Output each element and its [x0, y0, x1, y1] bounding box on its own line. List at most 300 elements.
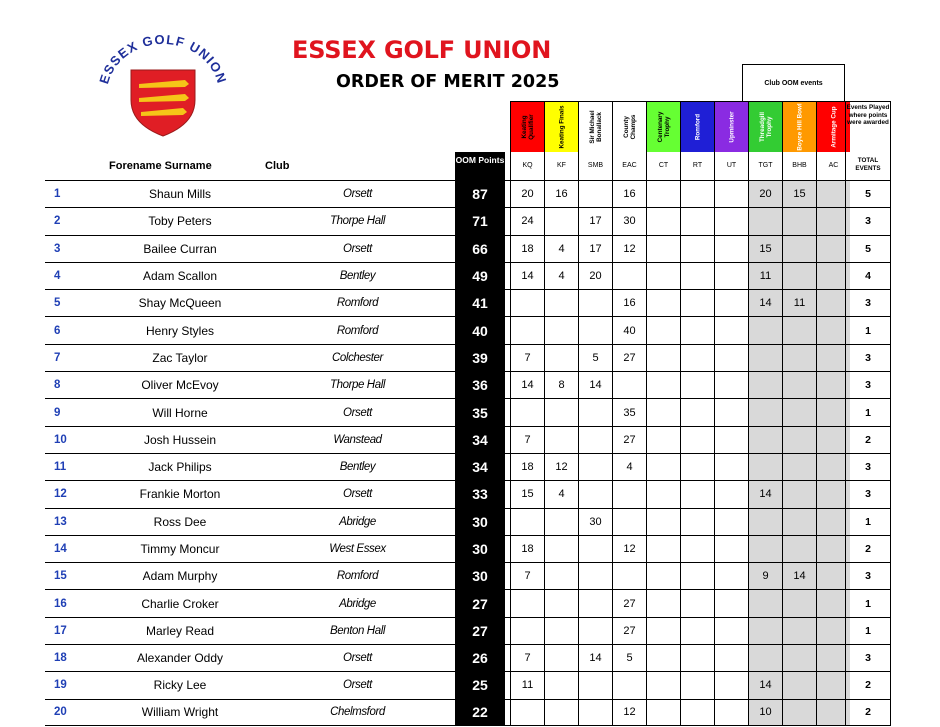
- score-kq: 18: [510, 236, 544, 262]
- score-smb: 20: [578, 263, 612, 289]
- rank-number: 6: [54, 324, 61, 337]
- score-rt: [680, 481, 714, 507]
- rank-number: 4: [54, 270, 61, 283]
- score-kf: 4: [544, 236, 578, 262]
- score-bhb: [782, 618, 816, 644]
- score-ct: [646, 208, 680, 234]
- player-name: Charlie Croker: [141, 596, 219, 611]
- rank-number: 13: [54, 515, 67, 528]
- score-kq: [510, 399, 544, 425]
- score-rt: [680, 509, 714, 535]
- score-bhb: [782, 509, 816, 535]
- score-kf: [544, 645, 578, 671]
- event-code-kq: KQ: [510, 152, 544, 180]
- score-kq: 18: [510, 454, 544, 480]
- table-row: [45, 398, 891, 425]
- player-name: Adam Scallon: [142, 269, 218, 284]
- score-tgt: [748, 399, 782, 425]
- event-code-rt: RT: [680, 152, 714, 180]
- total-events: 2: [845, 672, 891, 698]
- score-smb: [578, 427, 612, 453]
- score-tgt: [748, 618, 782, 644]
- total-events: 3: [845, 454, 891, 480]
- score-eac: 40: [612, 317, 646, 343]
- player-club: Romford: [336, 297, 379, 310]
- total-events: 1: [845, 618, 891, 644]
- player-name: Alexander Oddy: [136, 651, 224, 666]
- table-row: [45, 289, 891, 316]
- table-row: [45, 180, 891, 207]
- total-events: 3: [845, 290, 891, 316]
- event-name: Threadgill Trophy: [758, 111, 773, 143]
- player-club: Thorpe Hall: [329, 215, 386, 228]
- score-ct: [646, 236, 680, 262]
- oom-points: 35: [455, 399, 505, 425]
- rank-number: 1: [54, 188, 61, 201]
- event-header-eac: [612, 101, 646, 152]
- score-kq: 24: [510, 208, 544, 234]
- event-name: Centenary Trophy: [656, 111, 671, 143]
- event-name: Armitage Cup: [830, 106, 837, 148]
- score-kq: 18: [510, 536, 544, 562]
- page-title: ESSEX GOLF UNION: [292, 36, 552, 64]
- total-events: 3: [845, 372, 891, 398]
- event-header-kf: [544, 101, 578, 152]
- score-eac: 5: [612, 645, 646, 671]
- score-smb: [578, 290, 612, 316]
- score-ut: [714, 672, 748, 698]
- player-club: Orsett: [343, 679, 372, 692]
- total-events: 3: [845, 481, 891, 507]
- score-kf: [544, 563, 578, 589]
- score-kf: 4: [544, 263, 578, 289]
- score-bhb: [782, 399, 816, 425]
- oom-points: 36: [455, 372, 505, 398]
- total-events: 1: [845, 590, 891, 616]
- player-name: Josh Hussein: [143, 432, 217, 447]
- score-kf: 12: [544, 454, 578, 480]
- score-kf: [544, 208, 578, 234]
- score-rt: [680, 317, 714, 343]
- score-ct: [646, 509, 680, 535]
- rank-number: 18: [54, 652, 67, 665]
- event-header-ct: [646, 101, 680, 152]
- score-eac: [612, 481, 646, 507]
- table-row: [45, 617, 891, 644]
- score-ut: [714, 208, 748, 234]
- score-rt: [680, 672, 714, 698]
- score-bhb: 11: [782, 290, 816, 316]
- score-bhb: [782, 317, 816, 343]
- oom-points: 87: [455, 181, 505, 207]
- rank-number: 8: [54, 379, 61, 392]
- rank-number: 17: [54, 624, 67, 637]
- oom-points: 34: [455, 454, 505, 480]
- score-tgt: [748, 317, 782, 343]
- score-eac: 16: [612, 290, 646, 316]
- score-rt: [680, 427, 714, 453]
- score-kq: 7: [510, 427, 544, 453]
- rank-number: 14: [54, 543, 67, 555]
- score-rt: [680, 618, 714, 644]
- score-eac: 27: [612, 618, 646, 644]
- total-events-header: TOTAL EVENTS: [845, 152, 891, 180]
- score-bhb: 14: [782, 563, 816, 589]
- score-smb: 14: [578, 645, 612, 671]
- score-ct: [646, 290, 680, 316]
- score-bhb: [782, 427, 816, 453]
- score-tgt: 20: [748, 181, 782, 207]
- score-eac: [612, 672, 646, 698]
- score-eac: 27: [612, 427, 646, 453]
- score-smb: 14: [578, 372, 612, 398]
- score-ut: [714, 454, 748, 480]
- score-smb: [578, 454, 612, 480]
- score-rt: [680, 700, 714, 725]
- score-ut: [714, 536, 748, 562]
- rank-number: 16: [54, 597, 67, 610]
- event-header-smb: [578, 101, 612, 152]
- table-row: [45, 316, 891, 343]
- score-rt: [680, 181, 714, 207]
- table-row: [45, 535, 891, 562]
- score-ct: [646, 590, 680, 616]
- score-kf: [544, 399, 578, 425]
- score-kq: 15: [510, 481, 544, 507]
- oom-points: 30: [455, 509, 505, 535]
- table-row: [45, 508, 891, 535]
- score-rt: [680, 372, 714, 398]
- score-eac: 12: [612, 236, 646, 262]
- oom-points-header: OOM Points: [455, 152, 505, 180]
- oom-points: 49: [455, 263, 505, 289]
- score-kq: [510, 618, 544, 644]
- oom-points: 40: [455, 317, 505, 343]
- score-tgt: 11: [748, 263, 782, 289]
- rank-number: 10: [54, 433, 67, 446]
- score-kq: [510, 317, 544, 343]
- score-rt: [680, 236, 714, 262]
- score-eac: [612, 372, 646, 398]
- table-row: [45, 699, 891, 726]
- score-smb: [578, 317, 612, 343]
- score-rt: [680, 399, 714, 425]
- score-ut: [714, 317, 748, 343]
- total-events: 2: [845, 536, 891, 562]
- rank-number: 2: [54, 215, 61, 228]
- score-ut: [714, 236, 748, 262]
- score-eac: 4: [612, 454, 646, 480]
- score-ct: [646, 427, 680, 453]
- score-ct: [646, 645, 680, 671]
- score-tgt: [748, 372, 782, 398]
- player-club: Abridge: [339, 515, 376, 528]
- score-kf: 4: [544, 481, 578, 507]
- score-ct: [646, 263, 680, 289]
- event-header-rt: [680, 101, 714, 152]
- score-rt: [680, 645, 714, 671]
- score-kq: 20: [510, 181, 544, 207]
- rank-number: 12: [54, 488, 67, 501]
- score-ct: [646, 700, 680, 725]
- score-bhb: [782, 345, 816, 371]
- event-code-ct: CT: [646, 152, 680, 180]
- score-bhb: [782, 481, 816, 507]
- score-ct: [646, 454, 680, 480]
- order-of-merit-table: [45, 180, 891, 726]
- table-row: [45, 426, 891, 453]
- rank-number: 20: [54, 706, 67, 719]
- oom-points: 27: [455, 618, 505, 644]
- essex-golf-union-logo: [95, 32, 230, 142]
- oom-points: 71: [455, 208, 505, 234]
- total-events: 3: [845, 208, 891, 234]
- oom-points: 41: [455, 290, 505, 316]
- score-rt: [680, 590, 714, 616]
- total-events: 5: [845, 181, 891, 207]
- rank-number: 5: [54, 297, 61, 310]
- score-tgt: [748, 208, 782, 234]
- oom-points: 39: [455, 345, 505, 371]
- table-row: [45, 344, 891, 371]
- event-code-tgt: TGT: [748, 152, 782, 180]
- svg-text:ESSEX GOLF UNION: ESSEX GOLF UNION: [96, 32, 230, 86]
- oom-points: 30: [455, 536, 505, 562]
- score-kf: [544, 590, 578, 616]
- player-club: Wanstead: [333, 433, 382, 446]
- player-club: Bentley: [339, 461, 376, 474]
- score-eac: 30: [612, 208, 646, 234]
- score-rt: [680, 208, 714, 234]
- score-kf: [544, 536, 578, 562]
- event-header-kq: [510, 101, 544, 152]
- score-kq: 7: [510, 563, 544, 589]
- score-ct: [646, 563, 680, 589]
- oom-points: 26: [455, 645, 505, 671]
- player-club: Abridge: [339, 597, 376, 610]
- score-smb: [578, 181, 612, 207]
- table-row: [45, 371, 891, 398]
- score-eac: [612, 263, 646, 289]
- total-events: 1: [845, 317, 891, 343]
- table-row: [45, 589, 891, 616]
- score-kq: 11: [510, 672, 544, 698]
- score-ct: [646, 672, 680, 698]
- score-smb: 17: [578, 236, 612, 262]
- score-ut: [714, 590, 748, 616]
- event-header-ut: [714, 101, 748, 152]
- player-name: Oliver McEvoy: [141, 378, 219, 393]
- rank-number: 19: [54, 679, 67, 692]
- score-tgt: [748, 454, 782, 480]
- player-club: Orsett: [343, 406, 372, 419]
- score-ut: [714, 290, 748, 316]
- score-ut: [714, 481, 748, 507]
- score-ut: [714, 345, 748, 371]
- score-ut: [714, 427, 748, 453]
- score-kf: [544, 618, 578, 644]
- events-played-label: Events Played where points were awarded: [845, 101, 891, 152]
- player-club: Bentley: [339, 270, 376, 283]
- score-bhb: [782, 590, 816, 616]
- score-bhb: [782, 700, 816, 725]
- score-bhb: [782, 454, 816, 480]
- player-name: Frankie Morton: [139, 487, 221, 502]
- table-row: [45, 207, 891, 234]
- score-rt: [680, 290, 714, 316]
- player-club: Chelmsford: [330, 706, 385, 719]
- score-tgt: 15: [748, 236, 782, 262]
- player-club: Benton Hall: [329, 624, 386, 637]
- event-header-tgt: [748, 101, 782, 152]
- score-ut: [714, 263, 748, 289]
- score-rt: [680, 345, 714, 371]
- score-kf: [544, 672, 578, 698]
- score-smb: [578, 536, 612, 562]
- score-ct: [646, 536, 680, 562]
- rank-number: 9: [54, 406, 61, 419]
- score-bhb: [782, 263, 816, 289]
- event-name: Romford: [694, 113, 701, 141]
- score-kf: [544, 509, 578, 535]
- forename-surname-header: Forename Surname: [109, 160, 212, 172]
- total-events: 4: [845, 263, 891, 289]
- player-name: Bailee Curran: [143, 241, 217, 256]
- event-name: Keating Qualifier: [520, 114, 535, 140]
- event-code-kf: KF: [544, 152, 578, 180]
- score-bhb: [782, 645, 816, 671]
- score-rt: [680, 536, 714, 562]
- score-tgt: [748, 509, 782, 535]
- rank-number: 11: [54, 461, 67, 474]
- total-events: 5: [845, 236, 891, 262]
- score-smb: [578, 590, 612, 616]
- player-club: Orsett: [343, 188, 372, 201]
- event-name: Keating Finals: [558, 105, 565, 149]
- score-ut: [714, 563, 748, 589]
- score-ut: [714, 509, 748, 535]
- score-tgt: 9: [748, 563, 782, 589]
- club-header: Club: [265, 160, 290, 172]
- player-club: West Essex: [329, 543, 386, 555]
- score-ut: [714, 372, 748, 398]
- total-events: 3: [845, 645, 891, 671]
- player-name: Jack Philips: [148, 460, 212, 475]
- score-ct: [646, 345, 680, 371]
- score-eac: [612, 563, 646, 589]
- score-ut: [714, 399, 748, 425]
- score-eac: 27: [612, 590, 646, 616]
- score-smb: [578, 700, 612, 725]
- score-ct: [646, 618, 680, 644]
- event-code-ac: AC: [816, 152, 850, 180]
- rank-number: 7: [54, 351, 61, 364]
- total-events: 1: [845, 509, 891, 535]
- score-ct: [646, 317, 680, 343]
- player-name: William Wright: [141, 705, 219, 720]
- player-name: Henry Styles: [145, 323, 215, 338]
- score-kq: 14: [510, 372, 544, 398]
- table-row: [45, 644, 891, 671]
- score-kf: 16: [544, 181, 578, 207]
- score-kq: 14: [510, 263, 544, 289]
- score-eac: 16: [612, 181, 646, 207]
- player-name: Shaun Mills: [148, 187, 212, 202]
- table-row: [45, 262, 891, 289]
- score-kf: [544, 345, 578, 371]
- score-ct: [646, 372, 680, 398]
- score-kf: [544, 290, 578, 316]
- player-club: Romford: [336, 324, 379, 337]
- score-kf: [544, 317, 578, 343]
- player-name: Ricky Lee: [153, 678, 207, 693]
- score-bhb: 15: [782, 181, 816, 207]
- total-events: 2: [845, 427, 891, 453]
- player-name: Timmy Moncur: [140, 542, 220, 556]
- event-name: Boyce Hill Bowl: [796, 103, 803, 151]
- score-kf: [544, 427, 578, 453]
- total-events: 2: [845, 700, 891, 725]
- table-row: [45, 671, 891, 698]
- event-name: County Champs: [622, 114, 637, 140]
- player-name: Zac Taylor: [152, 350, 208, 365]
- event-code-ut: UT: [714, 152, 748, 180]
- score-tgt: [748, 345, 782, 371]
- score-tgt: 14: [748, 481, 782, 507]
- player-name: Toby Peters: [148, 214, 212, 229]
- score-ct: [646, 399, 680, 425]
- score-eac: 27: [612, 345, 646, 371]
- score-ut: [714, 181, 748, 207]
- score-tgt: [748, 590, 782, 616]
- player-club: Orsett: [343, 652, 372, 665]
- score-eac: [612, 509, 646, 535]
- table-row: [45, 562, 891, 589]
- rank-number: 3: [54, 242, 61, 255]
- oom-points: 34: [455, 427, 505, 453]
- score-rt: [680, 563, 714, 589]
- score-bhb: [782, 372, 816, 398]
- score-tgt: 14: [748, 672, 782, 698]
- score-kf: 8: [544, 372, 578, 398]
- score-kf: [544, 700, 578, 725]
- score-ct: [646, 481, 680, 507]
- total-events: 3: [845, 563, 891, 589]
- score-rt: [680, 263, 714, 289]
- oom-points: 22: [455, 700, 505, 725]
- score-smb: [578, 563, 612, 589]
- score-ut: [714, 618, 748, 644]
- table-row: [45, 480, 891, 507]
- event-code-eac: EAC: [612, 152, 646, 180]
- rank-number: 15: [54, 570, 67, 583]
- score-kq: [510, 509, 544, 535]
- oom-points: 66: [455, 236, 505, 262]
- table-row: [45, 235, 891, 262]
- player-name: Adam Murphy: [142, 569, 218, 584]
- score-eac: 12: [612, 536, 646, 562]
- oom-points: 30: [455, 563, 505, 589]
- score-smb: 17: [578, 208, 612, 234]
- player-name: Shay McQueen: [138, 296, 222, 311]
- oom-points: 33: [455, 481, 505, 507]
- event-code-bhb: BHB: [782, 152, 816, 180]
- score-smb: [578, 399, 612, 425]
- score-kq: [510, 590, 544, 616]
- event-name: Upminster: [728, 111, 735, 143]
- score-bhb: [782, 672, 816, 698]
- player-club: Thorpe Hall: [329, 379, 386, 392]
